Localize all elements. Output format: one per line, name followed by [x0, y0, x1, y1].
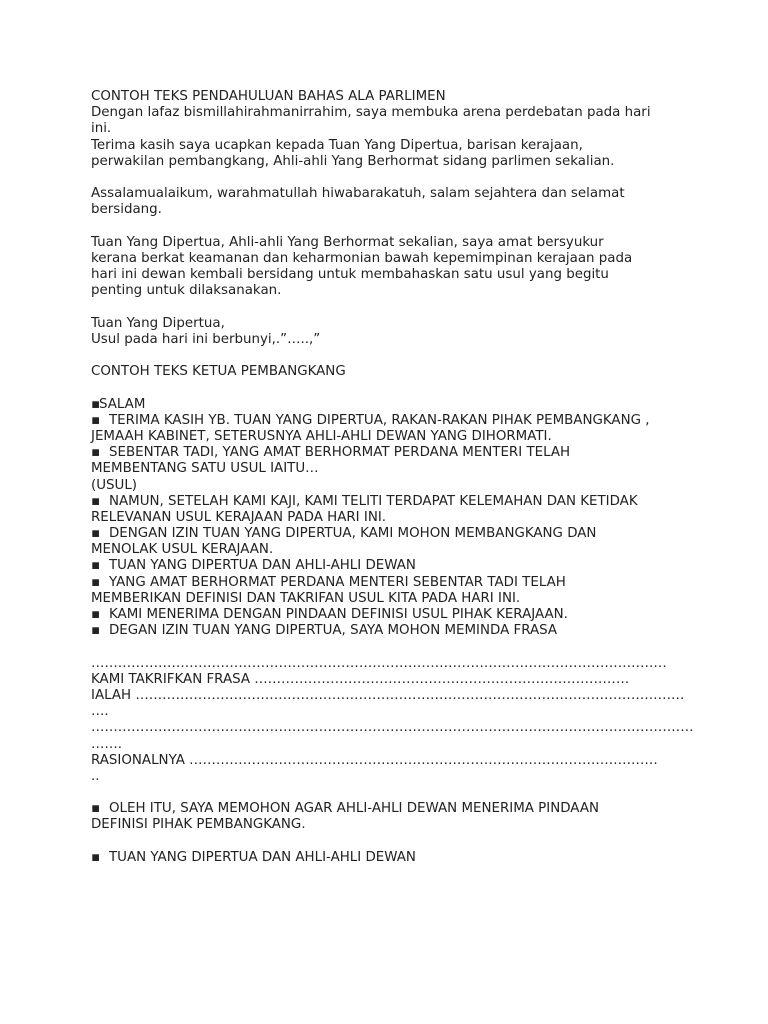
bullet-text: SALAM [99, 396, 146, 412]
paragraph-gap [91, 348, 683, 364]
intro-line: ini. [91, 121, 112, 137]
bullet-square-icon: ▪ [91, 849, 101, 865]
dotted-line: …. [91, 704, 109, 720]
bullet-item [91, 558, 683, 574]
dotted-line: IALAH …………………………………………………………………………………………………………… [91, 687, 685, 703]
intro-line: perwakilan pembangkang, Ahli-ahli Yang Berhormat sidang parlimen sekalian. [91, 153, 615, 169]
bullet-continuation: JEMAAH KABINET, SETERUSNYA AHLI-AHLI DEWAN YANG DIHORMATI. [91, 428, 552, 444]
dotted-line: .. [91, 768, 100, 784]
bullet-text: TUAN YANG DIPERTUA DAN AHLI-AHLI DEWAN [109, 849, 416, 865]
bullet-item [91, 623, 683, 639]
intro-line: Dengan lafaz bismillahirahmanirrahim, saya membuka arena perdebatan pada hari [91, 105, 651, 121]
paragraph-gap [91, 639, 683, 655]
bullet-text: NAMUN, SETELAH KAMI KAJI, KAMI TELITI TERDAPAT KELEMAHAN DAN KETIDAK [109, 493, 638, 509]
salam-line: Assalamualaikum, warahmatullah hiwabarakatuh, salam sejahtera dan selamat [91, 186, 625, 202]
paragraph-gap [91, 785, 683, 801]
intro-line: Terima kasih saya ucapkan kepada Tuan Yang Dipertua, barisan kerajaan, [91, 137, 583, 153]
bullet-text: SEBENTAR TADI, YANG AMAT BERHORMAT PERDANA MENTERI TELAH [109, 445, 571, 461]
bullet-continuation: DEFINISI PIHAK PEMBANGKANG. [91, 817, 306, 833]
body-line: kerana berkat keamanan dan keharmonian bawah kepemimpinan kerajaan pada [91, 250, 633, 266]
bullet-square-icon: ▪ [91, 396, 101, 412]
bullet-text: YANG AMAT BERHORMAT PERDANA MENTERI SEBENTAR TADI TELAH [109, 574, 566, 590]
bullet-item [91, 526, 683, 542]
bullet-continuation: (USUL) [91, 477, 138, 493]
bullet-text: KAMI MENERIMA DENGAN PINDAAN DEFINISI USUL PIHAK KERAJAAN. [109, 607, 568, 622]
bullet-continuation: RELEVANAN USUL KERAJAAN PADA HARI INI. [91, 509, 387, 525]
document-page [91, 89, 694, 866]
body-line: Usul pada hari ini berbunyi,.”…..,” [91, 331, 321, 347]
bullet-item [91, 850, 683, 866]
paragraph-gap [91, 834, 683, 850]
bullet-text: TERIMA KASIH YB. TUAN YANG DIPERTUA, RAKAN-RAKAN PIHAK PEMBANGKANG , [109, 412, 650, 428]
paragraph-gap [91, 170, 683, 186]
bullet-square-icon: ▪ [91, 623, 101, 639]
bullet-square-icon: ▪ [91, 607, 101, 622]
bullet-item [91, 413, 683, 429]
heading-pendahuluan: CONTOH TEKS PENDAHULUAN BAHAS ALA PARLIMEN [91, 89, 446, 104]
heading-ketua-pembangkang: CONTOH TEKS KETUA PEMBANGKANG [91, 364, 346, 380]
bullet-item [91, 397, 683, 413]
bullet-continuation: MEMBENTANG SATU USUL IAITU… [91, 461, 319, 477]
paragraph-gap [91, 380, 683, 396]
body-line: Tuan Yang Dipertua, [91, 315, 225, 331]
body-line: hari ini dewan kembali bersidang untuk membahaskan satu usul yang begitu [91, 267, 609, 283]
bullet-square-icon: ▪ [91, 493, 101, 509]
dotted-line: ……. [91, 736, 123, 752]
dotted-line: ……………………………………………………………………………………………………………………… [91, 720, 694, 736]
bullet-item [91, 445, 683, 461]
paragraph-gap [91, 299, 683, 315]
bullet-continuation: MEMBERIKAN DEFINISI DAN TAKRIFAN USUL KITA PADA HARI INI. [91, 590, 521, 606]
dotted-line: RASIONALNYA …………………………………………………………………………………………… [91, 752, 658, 768]
bullet-item [91, 607, 683, 623]
body-line: penting untuk dilaksanakan. [91, 283, 282, 299]
bullet-item [91, 494, 683, 510]
bullet-text: DEGAN IZIN TUAN YANG DIPERTUA, SAYA MOHON MEMINDA FRASA [109, 623, 558, 639]
bullet-square-icon: ▪ [91, 574, 101, 590]
dotted-line: ………………………………………………………………………………………………………………… [91, 655, 667, 671]
salam-line: bersidang. [91, 202, 162, 218]
bullet-text: OLEH ITU, SAYA MEMOHON AGAR AHLI-AHLI DEWAN MENERIMA PINDAAN [109, 801, 599, 817]
bullet-item [91, 801, 683, 817]
bullet-item [91, 575, 683, 591]
bullet-square-icon: ▪ [91, 801, 101, 817]
paragraph-gap [91, 219, 683, 235]
bullet-text: DENGAN IZIN TUAN YANG DIPERTUA, KAMI MOHON MEMBANGKANG DAN [109, 526, 597, 542]
body-line: Tuan Yang Dipertua, Ahli-ahli Yang Berhormat sekalian, saya amat bersyukur [91, 234, 604, 250]
bullet-text: TUAN YANG DIPERTUA DAN AHLI-AHLI DEWAN [109, 558, 416, 574]
bullet-square-icon: ▪ [91, 558, 101, 574]
bullet-square-icon: ▪ [91, 412, 101, 428]
bullet-continuation: MENOLAK USUL KERAJAAN. [91, 542, 274, 558]
bullet-square-icon: ▪ [91, 526, 101, 542]
bullet-square-icon: ▪ [91, 445, 101, 461]
dotted-line: KAMI TAKRIFKAN FRASA ………………………………………………………………………… [91, 671, 630, 687]
